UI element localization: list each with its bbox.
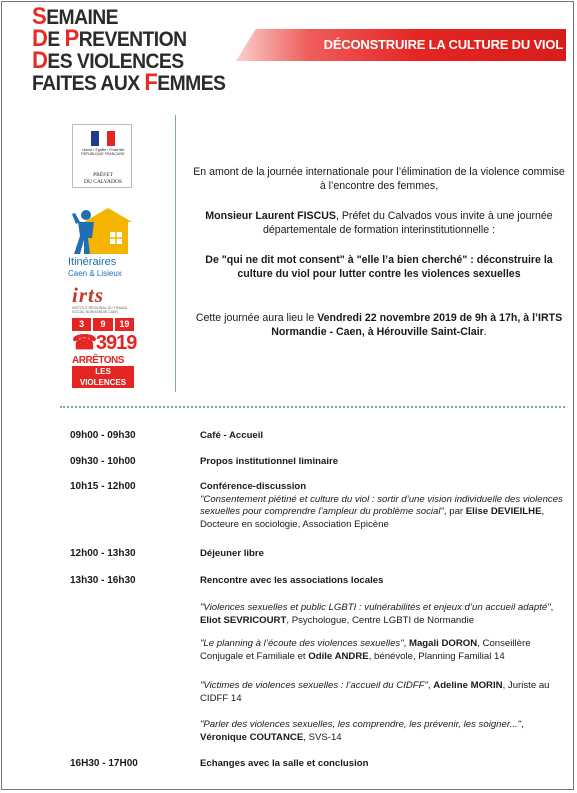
irts-wordmark: irts (72, 283, 105, 307)
prefecture-name-2: DU CALVADOS (83, 179, 123, 185)
french-flag-icon (91, 131, 115, 146)
schedule-item: Café - Accueil (200, 430, 264, 441)
title-line-4: FAITES AUX FEMMES (32, 69, 226, 96)
schedule-item: Echanges avec la salle et conclusion (200, 758, 369, 769)
theme-banner-text: DÉCONSTRUIRE LA CULTURE DU VIOL (323, 37, 563, 52)
hotline-digits: 3 9 19 (72, 318, 134, 331)
hotline-number: ☎3919 (72, 332, 137, 354)
prefecture-republic: RÉPUBLIQUE FRANÇAISE (81, 152, 125, 156)
schedule-talk: "Violences sexuelles et public LGBTI : vulnérabilités et enjeux d’un accueil adapté", Eliot SEVRICOURT, Psychologue, Centre LGBTI de Normandie (200, 602, 554, 626)
page-frame (1, 1, 574, 790)
phone-icon: ☎ (72, 332, 96, 354)
intro-paragraph-2: Monsieur Laurent FISCUS, Préfet du Calvados vous invite à une journée départementale de formation interinstitutionnelle : (205, 210, 553, 236)
hotline-line1: ARRÊTONS (72, 355, 124, 366)
itineraires-house-icon (72, 206, 134, 256)
schedule-time: 09h30 - 10h00 (70, 456, 136, 467)
schedule-item: Conférence-discussion "Consentement piétiné et culture du viol : sortir d’une vision individuelle des violences sexuelles pour comprendre l’ampleur du problème social", par Elise DEVIEILHE, Docteure en sociologie, Association Epicène (200, 481, 563, 530)
schedule-time: 12h00 - 13h30 (70, 548, 136, 559)
intro-event-title: De "qui ne dit mot consent" à "elle l’a bien cherché" : déconstruire la culture du viol pour lutter contre les violences sexuelles (205, 254, 553, 280)
title-line-2: DE PREVENTION (32, 25, 187, 52)
title-line-3: DES VIOLENCES (32, 47, 184, 74)
schedule-item: Déjeuner libre (200, 548, 264, 559)
schedule-item: Propos institutionnel liminaire (200, 456, 339, 467)
hotline-3919-logo (72, 318, 137, 387)
itineraires-subtitle: Caen & Lisieux (68, 269, 122, 278)
schedule-talk: "Victimes de violences sexuelles : l’accueil du CIDFF", Adeline MORIN, Juriste au CIDFF 14 (200, 680, 550, 704)
event-title (32, 3, 242, 96)
vertical-divider (175, 115, 176, 392)
schedule-talk: "Le planning à l’écoute des violences sexuelles", Magali DORON, Conseillère Conjugale et Familiale et Odile ANDRE, bénévole, Planning Familial 14 (200, 638, 531, 662)
prefecture-logo (72, 124, 132, 188)
prefecture-motto: Liberté • Égalité • Fraternité (81, 148, 125, 152)
prefecture-name-1: PRÉFET (93, 172, 113, 178)
schedule-time: 13h30 - 16h30 (70, 575, 136, 586)
schedule-time: 16H30 - 17H00 (70, 758, 138, 769)
irts-logo (72, 283, 134, 313)
itineraires-title: Itinéraires (68, 256, 117, 268)
schedule-time: 09h00 - 09h30 (70, 430, 136, 441)
schedule-item: Rencontre avec les associations locales (200, 575, 384, 586)
itineraires-logo (68, 206, 138, 282)
intro-paragraph-1: En amont de la journée internationale pour l’élimination de la violence commise à l’encontre des femmes, (193, 166, 565, 192)
dotted-divider (60, 406, 565, 408)
intro-date-location: Cette journée aura lieu le Vendredi 22 novembre 2019 de 9h à 17h, à l’IRTS Normandie - Caen, à Hérouville Saint-Clair. (195, 312, 563, 338)
schedule-time: 10h15 - 12h00 (70, 481, 136, 492)
title-line-1: SEMAINE (32, 3, 119, 30)
schedule-talk: "Parler des violences sexuelles, les comprendre, les prévenir, les soigner...", Véronique COUTANCE, SVS-14 (200, 719, 524, 743)
hotline-line2: LES VIOLENCES (72, 366, 134, 388)
irts-subtitle: INSTITUT RÉGIONAL DU TRAVAIL SOCIAL NORMANDIE-CAEN (72, 306, 128, 314)
